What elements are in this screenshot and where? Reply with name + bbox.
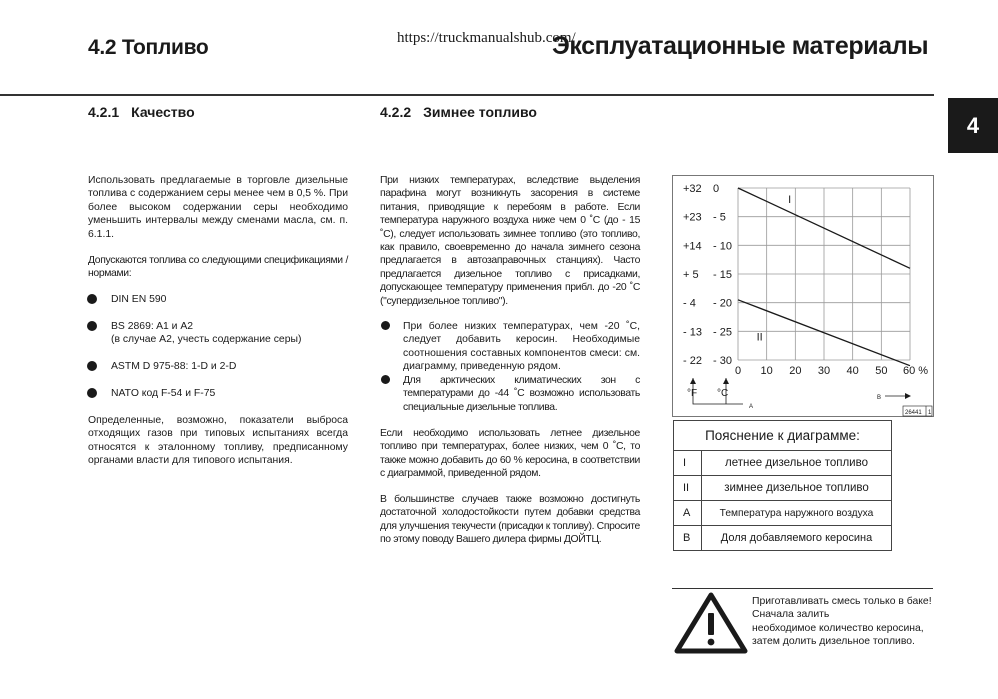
section-number: 4.2.1 <box>88 104 120 120</box>
legend-value: зимнее дизельное топливо <box>702 476 892 501</box>
bullet-icon <box>87 294 97 304</box>
kerosene-mix-chart <box>672 175 934 417</box>
y-tick-label-celsius: - 30 <box>713 355 732 367</box>
bullet-icon <box>381 375 390 384</box>
x-tick-label: 10 <box>760 365 773 377</box>
warning-line: Сначала залить <box>752 609 830 621</box>
spec-list-item <box>111 320 351 347</box>
unit-fahrenheit: °F <box>687 388 698 399</box>
winter-paragraph-3: В большинстве случаев также возможно достигнуть достаточной холодостойкости путем добавки средства для улучшения текучести (присадки к топливу). Спросите по этому поводу Вашего дилера фирмы ДОЙТЦ. <box>380 494 640 546</box>
chapter-tab: 4 <box>948 98 998 153</box>
spec-line: DIN EN 590 <box>111 294 167 305</box>
section-title: Качество <box>131 104 195 120</box>
spec-note: (в случае A2, учесть содержание серы) <box>111 334 302 346</box>
y-tick-label-celsius: - 10 <box>713 240 732 253</box>
x-tick-label: 20 <box>789 365 802 377</box>
y-tick-label-fahrenheit: - 4 <box>683 297 696 310</box>
spec-line: NATO код F-54 и F-75 <box>111 388 216 399</box>
quality-paragraph-1: Использовать предлагаемые в торговле дизельные топлива с содержанием серы менее чем в 0,5 %. При более высоком содержании серы необходимо уменьшить интервалы между сменами масла, см. п. 6.1.1. <box>88 175 348 240</box>
chart-canvas <box>673 176 935 418</box>
legend-row <box>674 501 892 526</box>
x-tick-label: 40 <box>846 365 859 377</box>
legend-value: Температура наружного воздуха <box>702 501 892 526</box>
quality-paragraph-3: Определенные, возможно, показатели выброса отходящих газов при типовых испытаниях всегда относятся к эталонному топливу, предписанному органами власти для типового испытания. <box>88 415 348 467</box>
warning-text <box>752 595 937 649</box>
spec-line: BS 2869: A1 и A2 <box>111 321 194 332</box>
legend-row <box>674 476 892 501</box>
header-divider <box>0 94 934 96</box>
x-tick-label: 0 <box>734 365 742 377</box>
y-tick-label-fahrenheit: +14 <box>683 240 702 253</box>
y-tick-label-celsius: - 5 <box>713 211 726 224</box>
spec-list-item <box>111 293 351 306</box>
bullet-icon <box>87 321 97 331</box>
figure-id-sub: 1 <box>928 410 932 416</box>
legend-title: Пояснение к диаграмме: <box>674 421 892 451</box>
warning-line: затем долить дизельное топливо. <box>752 636 915 648</box>
legend-key: B <box>674 526 702 551</box>
y-tick-label-celsius: - 25 <box>713 326 732 339</box>
warning-line: необходимое количество керосина, <box>752 622 924 634</box>
spec-list-item <box>111 360 351 373</box>
winter-paragraph-2: Если необходимо использовать летнее дизельное топливо при температурах, более низких, чем 0 ˚C, то также можно добавить до 60 % керосина, в соответствии с диаграммой, приведенной рядом. <box>380 428 640 480</box>
winter-paragraph-1: При низких температурах, вследствие выделения парафина могут возникнуть засорения в системе питания, приводящие к перебоям в работе. Если температура наружного воздуха ниже чем 0 ˚C (до - 15 ˚C), следует использовать зимнее топливо (это топливо, как правило, своевременно до начала зимнего сезона предлагается в автозаправочных станциях). Часто предлагается дизельное топливо с присадками, допускающее температуру применения прибл. до -20 ˚C ("супердизельное топливо"). <box>380 175 640 307</box>
bullet-icon <box>87 361 97 371</box>
page-section-title: 4.2 Топливо <box>88 36 209 59</box>
legend-row <box>674 451 892 476</box>
y-tick-label-celsius: 0 <box>713 183 720 195</box>
section-heading-quality <box>88 104 195 120</box>
bullet-icon <box>381 321 390 330</box>
legend-row <box>674 526 892 551</box>
legend-value: Доля добавляемого керосина <box>702 526 892 551</box>
series-label-winter: II <box>756 331 763 344</box>
x-tick-label: 60 % <box>903 365 929 377</box>
warning-divider <box>672 588 933 589</box>
x-tick-label: 50 <box>875 365 888 377</box>
y-tick-label-fahrenheit: + 5 <box>683 269 699 281</box>
chapter-title: Эксплуатационные материалы <box>552 32 929 60</box>
legend-key: II <box>674 476 702 501</box>
figure-id: 26441 <box>905 410 922 416</box>
legend-key: I <box>674 451 702 476</box>
y-tick-label-celsius: - 20 <box>713 297 732 310</box>
axis-letter-b: B <box>877 395 882 401</box>
winter-list-item <box>403 374 640 414</box>
source-url: https://truckmanualshub.com/ <box>397 30 576 46</box>
section-title: Зимнее топливо <box>423 104 537 120</box>
warning-line: Приготавливать смесь только в баке! <box>752 596 932 607</box>
section-number: 4.2.2 <box>380 104 412 120</box>
legend-key: A <box>674 501 702 526</box>
y-tick-label-fahrenheit: - 13 <box>683 326 702 339</box>
winter-list-text: Для арктических климатических зон с температурами до -44 ˚C возможно использовать специальные дизельные топлива. <box>403 375 640 413</box>
y-tick-label-fahrenheit: +23 <box>683 211 702 224</box>
y-tick-label-celsius: - 15 <box>713 269 732 281</box>
spec-line: ASTM D 975-88: 1-D и 2-D <box>111 361 237 372</box>
axis-letter-a: A <box>749 404 754 410</box>
quality-paragraph-2: Допускаются топлива со следующими спецификациями / нормами: <box>88 255 348 280</box>
chart-legend-table <box>673 420 892 551</box>
series-label-summer: I <box>788 193 792 206</box>
arrow-up-icon <box>690 378 696 384</box>
section-heading-winter-fuel <box>380 104 537 120</box>
y-tick-label-fahrenheit: +32 <box>683 183 702 195</box>
arrow-up-icon <box>723 378 729 384</box>
winter-list-item <box>403 320 640 374</box>
x-tick-label: 30 <box>817 365 831 377</box>
legend-value: летнее дизельное топливо <box>702 451 892 476</box>
winter-list-text: При более низких температурах, чем -20 ˚C, следует добавить керосин. Необходимые соотношения составных компонентов смеси: см. диаграмму, приведенную рядом. <box>403 321 640 373</box>
arrow-right-icon <box>905 393 911 399</box>
warning-triangle-icon <box>674 592 748 654</box>
bullet-icon <box>87 388 97 398</box>
spec-list-item <box>111 387 351 400</box>
unit-celsius: °C <box>717 388 729 399</box>
y-tick-label-fahrenheit: - 22 <box>683 355 702 367</box>
